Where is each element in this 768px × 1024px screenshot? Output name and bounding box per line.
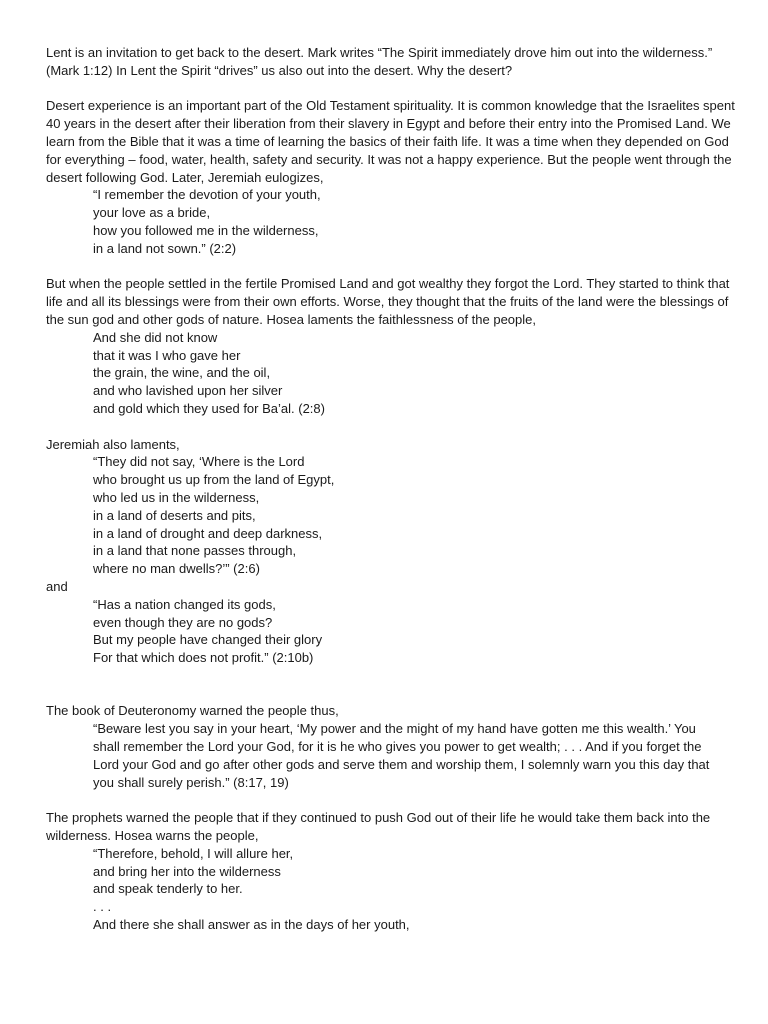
paragraph-lent-invitation [46,44,736,80]
quote-jeremiah-2-10b [46,596,736,667]
quote-line: But my people have changed their glory [93,632,323,648]
quote-line: in a land that none passes through, [93,543,297,559]
quote-prose-text: “Beware lest you say in your heart, ‘My power and the might of my hand have gotten me this wealth.’ You shall remember the Lord your God, for it is he who gives you power to get wealth; . . . And if you forget the Lord your God and go after other gods and serve them and worship them, I solemnly warn you this day that you shall surely perish.” (8:17, 19) [93,721,710,790]
paragraph-text: Jeremiah also laments, [46,436,180,452]
paragraph-text: and [46,578,68,594]
quote-line: And there she shall answer as in the days of her youth, [93,917,410,933]
quote-hosea-2-8 [46,329,736,418]
quote-line: the grain, the wine, and the oil, [93,365,271,381]
quote-line: and speak tenderly to her. [93,881,243,897]
quote-line: and bring her into the wilderness [93,863,281,879]
paragraph-deuteronomy [46,702,736,791]
quote-line: how you followed me in the wilderness, [93,222,319,238]
quote-line: who led us in the wilderness, [93,489,260,505]
quote-line: in a land not sown.” (2:2) [93,240,237,256]
paragraph-desert-experience [46,97,736,257]
paragraph-text: The book of Deuteronomy warned the people thus, [46,703,339,719]
paragraph-and [46,578,736,667]
quote-line: “Therefore, behold, I will allure her, [93,845,294,861]
quote-line: in a land of deserts and pits, [93,507,256,523]
paragraph-promised-land [46,275,736,417]
quote-jeremiah-2-6 [46,453,736,578]
quote-line: in a land of drought and deep darkness, [93,525,323,541]
paragraph-text: But when the people settled in the fertile Promised Land and got wealthy they forgot the Lord. They started to think that life and all its blessings were from their own efforts. Worse, they thought that the fruits of the land were the blessings of the sun god and other gods of nature. Hosea laments the faithlessness of the people, [46,276,730,327]
quote-line: . . . [93,899,112,915]
paragraph-text: Desert experience is an important part of the Old Testament spirituality. It is common knowledge that the Israelites spent 40 years in the desert after their liberation from their slavery in Egypt and before their entry into the Promised Land. We learn from the Bible that it was a time of learning the basics of their faith life. It was a time when they depended on God for everything – food, water, health, safety and security. It was not a happy experience. But the people went through the desert following God. Later, Jeremiah eulogizes, [46,98,735,185]
quote-deuteronomy-8-17 [46,720,736,791]
document-page [46,44,736,934]
quote-hosea-allure [46,845,736,934]
quote-line: and gold which they used for Ba’al. (2:8) [93,400,325,416]
quote-jeremiah-2-2 [46,186,736,257]
paragraph-prophets-warned [46,809,736,934]
quote-line: “They did not say, ‘Where is the Lord [93,454,305,470]
quote-line: For that which does not profit.” (2:10b) [93,650,314,666]
quote-line: “Has a nation changed its gods, [93,596,276,612]
quote-line: and who lavished upon her silver [93,383,283,399]
quote-line: “I remember the devotion of your youth, [93,187,321,203]
paragraph-text: Lent is an invitation to get back to the desert. Mark writes “The Spirit immediately drove him out into the wilderness.” (Mark 1:12) In Lent the Spirit “drives” us also out into the desert. Why the desert? [46,45,713,78]
quote-line: And she did not know [93,329,218,345]
quote-line: your love as a bride, [93,205,211,221]
quote-line: that it was I who gave her [93,347,241,363]
quote-line: where no man dwells?’” (2:6) [93,561,260,577]
quote-line: even though they are no gods? [93,614,273,630]
paragraph-jeremiah-laments [46,436,736,578]
quote-line: who brought us up from the land of Egypt, [93,472,335,488]
paragraph-text: The prophets warned the people that if they continued to push God out of their life he would take them back into the wilderness. Hosea warns the people, [46,810,711,844]
